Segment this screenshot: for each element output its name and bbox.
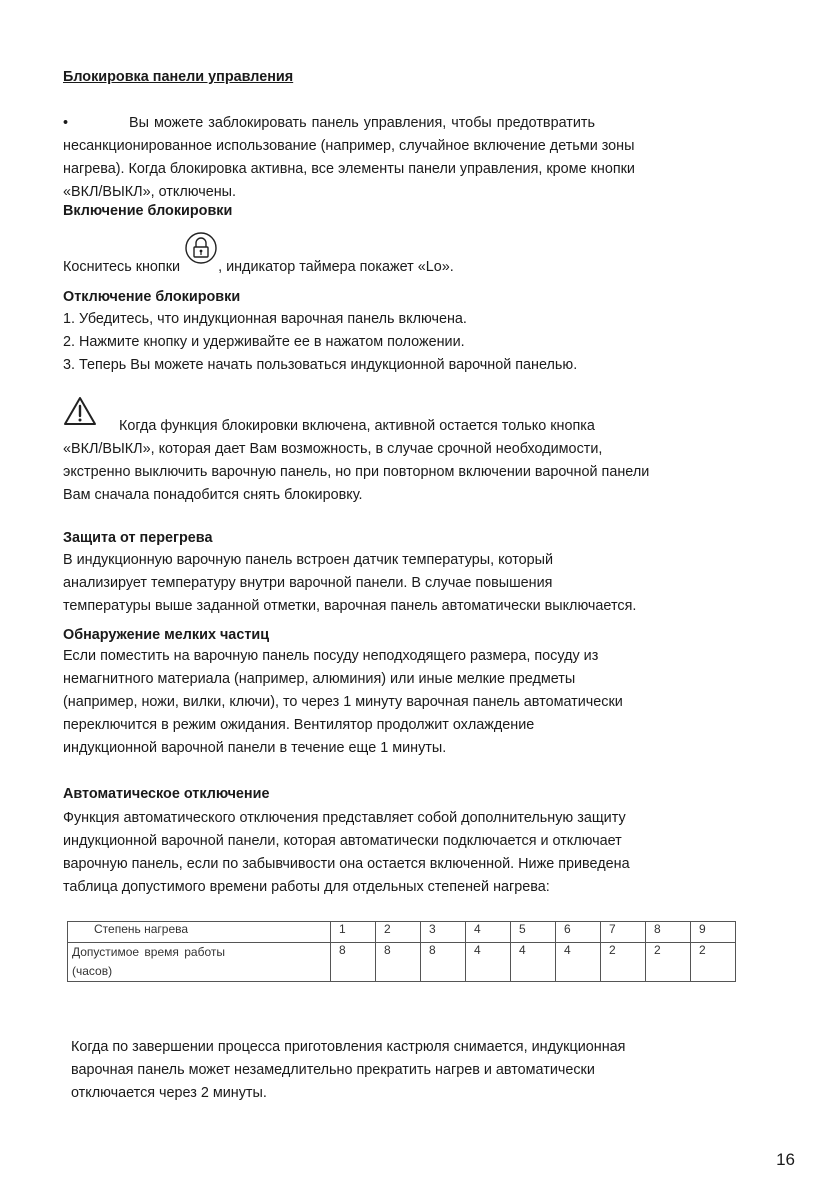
- lock-intro-line: нагрева). Когда блокировка активна, все элементы панели управления, кроме кнопки: [63, 161, 635, 177]
- small-items-paragraph: [63, 645, 743, 760]
- auto-off-line: варочную панель, если по забывчивости она остается включенной. Ниже приведена: [63, 856, 630, 872]
- warning-line: экстренно выключить варочную панель, но при повторном включении варочной панели: [63, 464, 650, 480]
- table-cell-level: 8: [646, 922, 691, 943]
- disable-step: 1. Убедитесь, что индукционная варочная панель включена.: [63, 311, 467, 327]
- table-row-hours: [68, 943, 736, 982]
- table-cell-hours: 4: [511, 943, 556, 982]
- warning-paragraph: [63, 415, 743, 507]
- overheat-title: Защита от перегрева: [63, 530, 213, 546]
- enable-lock-text: [63, 243, 743, 285]
- lock-intro-line: несанкционированное использование (например, случайное включение детьми зоны: [63, 138, 635, 154]
- overheat-line: температуры выше заданной отметки, варочная панель автоматически выключается.: [63, 598, 637, 614]
- table-cell-hours: 4: [466, 943, 511, 982]
- heat-level-table: [67, 921, 736, 982]
- overheat-line: В индукционную варочную панель встроен датчик температуры, который: [63, 552, 554, 568]
- table-cell-level: 4: [466, 922, 511, 943]
- enable-lock-title: Включение блокировки: [63, 203, 233, 219]
- auto-off-line: Функция автоматического отключения представляет собой дополнительную защиту: [63, 810, 626, 826]
- auto-off-line: индукционной варочной панели, которая автоматически подключается и отключает: [63, 833, 622, 849]
- disable-lock-steps: [63, 308, 743, 377]
- lock-intro-line: Вы можете заблокировать панель управления, чтобы предотвратить: [129, 115, 595, 131]
- final-line: варочная панель может незамедлительно прекратить нагрев и автоматически: [71, 1062, 595, 1078]
- final-paragraph: [71, 1036, 743, 1105]
- disable-lock-title: Отключение блокировки: [63, 289, 241, 305]
- table-cell-level: 1: [331, 922, 376, 943]
- enable-lock-text-before: Коснитесь кнопки: [63, 259, 185, 275]
- table-label-hours-line1: Допустимое время работы: [72, 945, 225, 959]
- table-cell-level: 2: [376, 922, 421, 943]
- table-cell-level: 3: [421, 922, 466, 943]
- auto-off-line: таблица допустимого времени работы для отдельных степеней нагрева:: [63, 879, 550, 895]
- table-cell-level: 7: [601, 922, 646, 943]
- small-items-line: немагнитного материала (например, алюминия) или иные мелкие предметы: [63, 671, 576, 687]
- table-label-hours: [68, 943, 331, 982]
- warning-line: «ВКЛ/ВЫКЛ», которая дает Вам возможность, в случае срочной необходимости,: [63, 441, 603, 457]
- final-line: отключается через 2 минуты.: [71, 1085, 267, 1101]
- table-cell-hours: 8: [376, 943, 421, 982]
- table-cell-level: 5: [511, 922, 556, 943]
- small-items-line: Если поместить на варочную панель посуду неподходящего размера, посуду из: [63, 648, 599, 664]
- table-label-hours-line2: (часов): [72, 964, 113, 978]
- table-cell-hours: 8: [331, 943, 376, 982]
- table-cell-hours: 2: [646, 943, 691, 982]
- overheat-line: анализирует температуру внутри варочной панели. В случае повышения: [63, 575, 553, 591]
- auto-off-paragraph: [63, 807, 743, 899]
- table-cell-level: 6: [556, 922, 601, 943]
- small-items-line: переключится в режим ожидания. Вентилятор продолжит охлаждение: [63, 717, 535, 733]
- disable-step: 2. Нажмите кнопку и удерживайте ее в нажатом положении.: [63, 334, 465, 350]
- table-cell-hours: 2: [601, 943, 646, 982]
- table-cell-hours: 8: [421, 943, 466, 982]
- enable-lock-text-after: , индикатор таймера покажет «Lo».: [218, 259, 454, 275]
- warning-line: Вам сначала понадобится снять блокировку.: [63, 487, 363, 503]
- overheat-paragraph: [63, 549, 743, 618]
- final-line: Когда по завершении процесса приготовления кастрюля снимается, индукционная: [71, 1039, 626, 1055]
- table-label-levels: Степень нагрева: [68, 922, 331, 943]
- table-row-levels: [68, 922, 736, 943]
- table-cell-hours: 2: [691, 943, 736, 982]
- small-items-line: (например, ножи, вилки, ключи), то через 1 минуту варочная панель автоматически: [63, 694, 623, 710]
- warning-line: Когда функция блокировки включена, активной остается только кнопка: [119, 418, 595, 434]
- table-cell-hours: 4: [556, 943, 601, 982]
- page-number: 16: [776, 1150, 795, 1169]
- disable-step: 3. Теперь Вы можете начать пользоваться индукционной варочной панелью.: [63, 357, 578, 373]
- auto-off-title: Автоматическое отключение: [63, 786, 270, 802]
- lock-section-title: Блокировка панели управления: [63, 69, 294, 85]
- bullet: •: [63, 115, 69, 131]
- lock-key-icon: [184, 243, 218, 285]
- table-cell-level: 9: [691, 922, 736, 943]
- lock-intro-paragraph: [63, 112, 743, 204]
- small-items-line: индукционной варочной панели в течение еще 1 минуты.: [63, 740, 447, 756]
- small-items-title: Обнаружение мелких частиц: [63, 627, 270, 643]
- lock-intro-line: «ВКЛ/ВЫКЛ», отключены.: [63, 184, 236, 200]
